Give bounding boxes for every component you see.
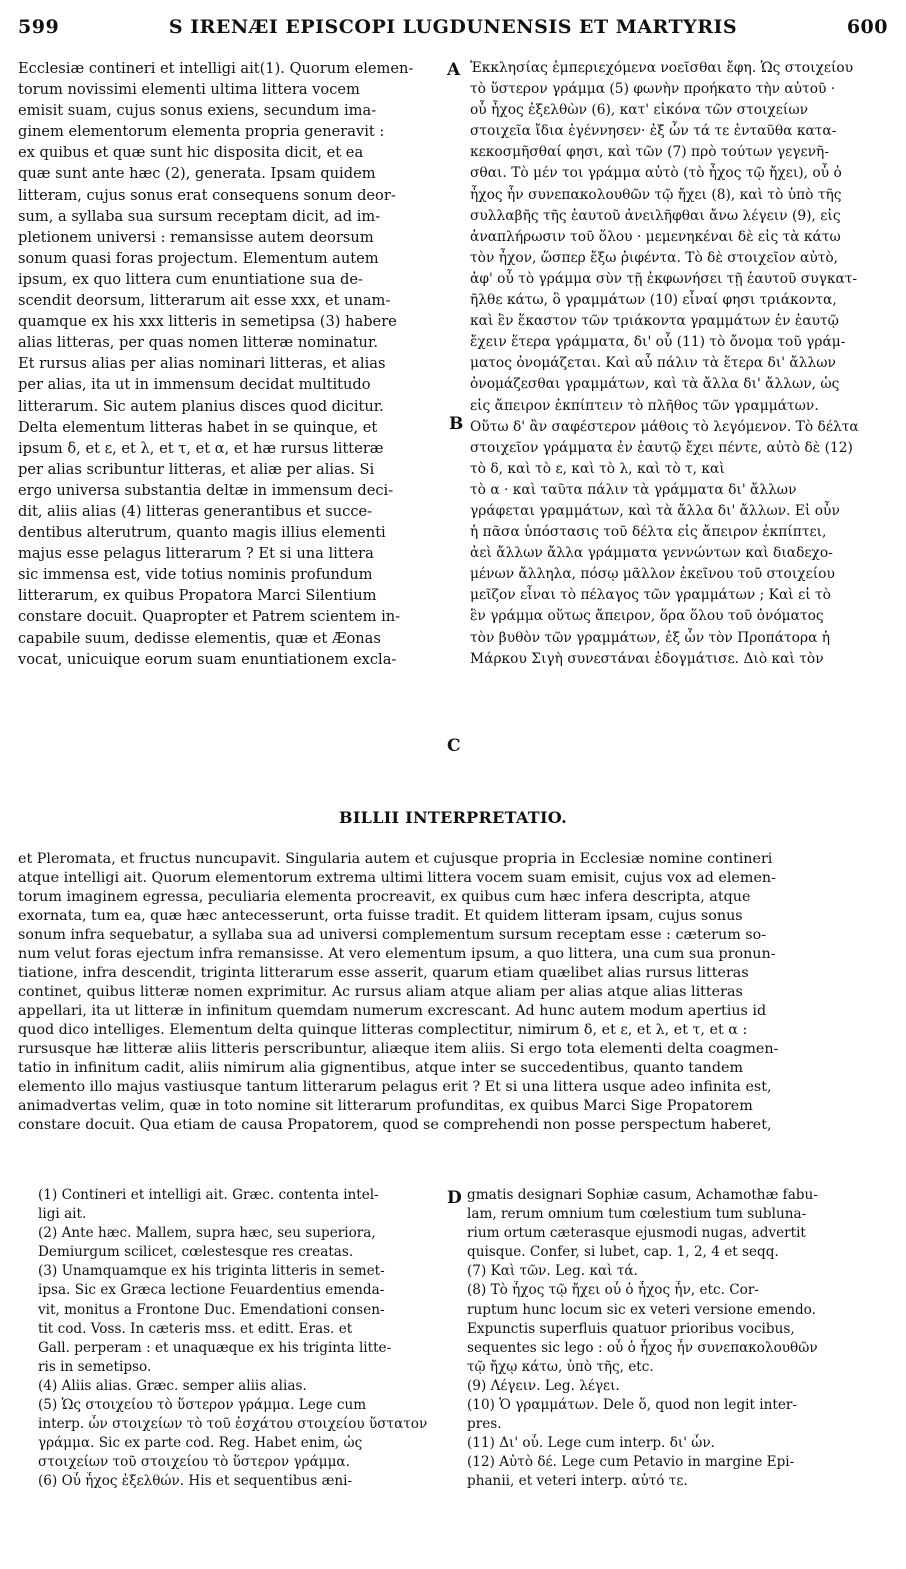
footnote-line: Gall. perperam : et unaquæque ex his triginta litte-	[38, 1339, 392, 1356]
footnote-line: ruptum hunc locum sic ex veteri versione emendo.	[467, 1301, 816, 1318]
footnotes-left	[38, 1186, 443, 1492]
greek-line: οὗ ἦχος ἐξελθὼν (6), κατ' εἰκόνα τῶν στοιχείων	[470, 102, 808, 119]
latin-line: per alias, ita ut in immensum decidat multitudo	[18, 376, 371, 394]
latin-line: pletionem universi : remansisse autem deorsum	[18, 228, 374, 246]
interpretatio-text	[18, 850, 888, 1135]
greek-text-column	[470, 58, 888, 670]
footnote-line: quisque. Confer, si lubet, cap. 1, 2, 4 et seqq.	[467, 1244, 779, 1261]
interpretatio-line: tatio in infinitum cadit, aliis nimirum alia gignentibus, atque inter se succedentibus, quanto tandem	[18, 1060, 743, 1076]
footnote-line: tit cod. Voss. In cæteris mss. et editt. Eras. et	[38, 1320, 353, 1337]
latin-line: sic immensa est, vide totius nominis profundum	[18, 566, 373, 584]
greek-line: ῆλθε κάτω, ὃ γραμμάτων (10) εἶναί φησι τριάκοντα,	[470, 292, 837, 309]
interpretatio-heading: BILLII INTERPRETATIO.	[339, 808, 567, 827]
latin-line: Ecclesiæ contineri et intelligi ait(1). Quorum elemen-	[18, 60, 414, 77]
greek-line: γράφεται γραμμάτων, καὶ τὰ ἄλλα δι' ἄλλων. Εἰ οὖν	[470, 502, 840, 519]
footnote-line: vit, monitus a Frontone Duc. Emendationi consen-	[38, 1301, 385, 1318]
interpretatio-line: atque intelligi ait. Quorum elementorum extrema ultimi littera vocem suam emisit, cujus vox ad elemen-	[18, 870, 776, 886]
greek-line: τὸν βυθὸν τῶν γραμμάτων, ἐξ ὧν τὸν Προπάτορα ἡ	[470, 629, 831, 646]
footnote-line: (3) Unamquamque ex his triginta litteris in semet-	[38, 1263, 385, 1280]
latin-line: majus esse pelagus litterarum ? Et si una littera	[18, 545, 374, 563]
footnote-line: (7) Καὶ τῶν. Leg. καὶ τά.	[467, 1263, 638, 1280]
footnote-line: gmatis designari Sophiæ casum, Achamothæ fabu-	[467, 1187, 818, 1203]
latin-line: sum, a syllaba sua sursum receptam dicit, ad im-	[18, 207, 381, 225]
latin-line: dentibus alterutrum, quanto magis illius elementi	[18, 524, 386, 542]
greek-line: ματος ὀνομάζεται. Καὶ αὖ πάλιν τὰ ἕτερα δι' ἄλλων	[470, 355, 836, 372]
interpretatio-line: tiatione, infra descendit, triginta litterarum esse asserit, quarum etiam quælibet alias rursus litteras	[18, 965, 749, 981]
footnote-line: (5) Ὡς στοιχείου τὸ ὕστερον γράμμα. Lege cum	[38, 1397, 367, 1414]
latin-line: sonum quasi foras projectum. Elementum autem	[18, 249, 379, 267]
section-marker-b: B	[449, 414, 464, 434]
latin-line: ipsum, ex quo littera cum enuntiatione sua de-	[18, 270, 363, 288]
footnote-line: (6) Οὗ ἦχος ἐξελθών. His et sequentibus æni-	[38, 1473, 353, 1490]
section-marker-d: D	[447, 1188, 462, 1208]
latin-line: Et rursus alias per alias nominari litteras, et alias	[18, 355, 386, 373]
latin-line: Delta elementum litteras habet in se quinque, et	[18, 418, 378, 436]
footnote-line: γράμμα. Sic ex parte cod. Reg. Habet enim, ὡς	[38, 1435, 363, 1452]
greek-line: ἓν γράμμα οὕτως ἄπειρον, ὅρα ὅλου τοῦ ὀνόματος	[470, 608, 824, 625]
page-number-right: 600	[846, 16, 888, 38]
latin-line: ipsum δ, et ε, et λ, et τ, et α, et hæ rursus litteræ	[18, 439, 384, 457]
footnote-line: lam, rerum omnium tum cœlestium tum subluna-	[467, 1206, 807, 1223]
interpretatio-line: continet, quibus litteræ nomen exprimitur. Ac rursus aliam atque aliam per alias atque alias litteras	[18, 984, 743, 1000]
greek-line: τὸν ἦχον, ὥσπερ ἔξω ῥιφέντα. Τὸ δὲ στοιχεῖον αὐτὸ,	[470, 249, 839, 266]
footnote-line: pres.	[467, 1416, 502, 1433]
latin-line: ginem elementorum elementa propria generavit :	[18, 123, 385, 141]
latin-text-column	[18, 58, 438, 670]
greek-line: μένων ἄλληλα, πόσῳ μᾶλλον ἐκεῖνου τοῦ στοιχείου	[470, 566, 835, 583]
latin-line: quæ sunt ante hæc (2), generata. Ipsam quidem	[18, 165, 376, 183]
latin-line: dit, aliis alias (4) litteras generantibus et succe-	[18, 502, 373, 520]
footnote-line: Expunctis superfluis quatuor prioribus vocibus,	[467, 1320, 795, 1337]
latin-line: ex quibus et quæ sunt hic disposita dicit, et ea	[18, 144, 364, 162]
greek-line: ἀναπλήρωσιν τοῦ ὅλου · μεμενηκέναι δὲ εἰς τὰ κάτω	[470, 228, 841, 245]
greek-line: σθαι. Τὸ μέν τοι γράμμα αὐτὸ (τὸ ἦχος τῷ ἤχει), οὗ ὁ	[470, 165, 842, 182]
footnote-line: sequentes sic lego : οὗ ὁ ἦχος ἦν συνεπακολουθῶν	[467, 1339, 818, 1356]
footnote-line: ris in semetipso.	[38, 1358, 152, 1375]
greek-line: ὀνομάζεσθαι γραμμάτων, καὶ τὰ ἄλλα δι' ἄλλων, ὡς	[470, 376, 840, 393]
greek-line: μεῖζον εἶναι τὸ πέλαγος τῶν γραμμάτων ; Καὶ εἰ τὸ	[470, 587, 831, 604]
greek-line: κεκοσμῆσθαί φησι, καὶ τῶν (7) πρὸ τούτων γεγενῆ-	[470, 144, 829, 161]
footnote-line: (1) Contineri et intelligi ait. Græc. contenta intel-	[38, 1187, 379, 1203]
footnote-line: (2) Ante hæc. Mallem, supra hæc, seu superiora,	[38, 1225, 376, 1242]
greek-line: ἀφ' οὗ τὸ γράμμα σὺν τῇ ἐκφωνήσει τῇ ἑαυτοῦ συγκατ-	[470, 270, 858, 287]
footnote-line: (9) Λέγειν. Leg. λέγει.	[467, 1377, 620, 1394]
interpretatio-line: elemento illo majus vastiusque tantum litterarum pelagus erit ? Et si una littera usque adeo infinita est,	[18, 1079, 772, 1095]
page-number-left: 599	[18, 16, 60, 38]
footnote-line: phanii, et veteri interp. αὐτό τε.	[467, 1473, 688, 1490]
greek-line: Οὕτω δ' ἂν σαφέστερον μάθοις τὸ λεγόμενον. Τὸ δέλτα	[470, 418, 859, 435]
footnote-line: (12) Αὐτὸ δέ. Lege cum Petavio in margine Epi-	[467, 1454, 795, 1471]
footnote-line: (8) Τὸ ἦχος τῷ ἤχει οὗ ὁ ἦχος ἦν, etc. Cor-	[467, 1282, 759, 1299]
footnote-line: ligi ait.	[38, 1206, 87, 1223]
greek-line: τὸ α · καὶ ταῦτα πάλιν τὰ γράμματα δι' ἄλλων	[470, 481, 797, 498]
latin-line: alias litteras, per quas nomen litteræ nominatur.	[18, 334, 378, 352]
latin-line: litterarum, ex quibus Propatora Marci Silentium	[18, 587, 377, 605]
running-header	[18, 10, 888, 42]
footnote-line: (11) Δι' οὗ. Lege cum interp. δι' ὧν.	[467, 1435, 715, 1452]
footnote-line: (10) Ὁ γραμμάτων. Dele ὅ, quod non legit inter-	[467, 1397, 797, 1414]
latin-line: emisit suam, cujus sonus exiens, secundum ima-	[18, 102, 377, 120]
greek-line: ἔχειν ἕτερα γράμματα, δι' οὗ (11) τὸ ὄνομα τοῦ γράμ-	[470, 334, 846, 351]
interpretatio-line: appellari, ita ut litteræ in infinitum quemdam numerum excrescant. Ad hunc autem modum apertius id	[18, 1003, 767, 1019]
footnote-line: (4) Aliis alias. Græc. semper aliis alias.	[38, 1377, 307, 1394]
greek-line: συλλαβῆς τῆς ἑαυτοῦ ἀνειλῆφθαι ἄνω λέγειν (9), εἰς	[470, 207, 841, 224]
footnote-line: ipsa. Sic ex Græca lectione Feuardentius emenda-	[38, 1282, 385, 1299]
running-title: S IRENÆI EPISCOPI LUGDUNENSIS ET MARTYRIS	[168, 16, 738, 38]
latin-line: scendit deorsum, litterarum ait esse xxx, et unam-	[18, 292, 391, 310]
latin-line: per alias scribuntur litteras, et aliæ per alias. Si	[18, 460, 375, 478]
interpretatio-line: rursusque hæ litteræ aliis litteris perscribuntur, aliæque item aliis. Si ergo tota elementi delta coagmen-	[18, 1041, 779, 1057]
interpretatio-line: animadvertas velim, quæ in toto nomine sit litterarum profunditas, ex quibus Marci Sige Propatorem	[18, 1098, 753, 1114]
interpretatio-line: et Pleromata, et fructus nuncupavit. Singularia autem et cujusque propria in Ecclesiæ nomine contineri	[18, 851, 773, 867]
latin-line: litterarum. Sic autem planius disces quod dicitur.	[18, 397, 384, 415]
interpretatio-line: torum imaginem egressa, peculiaria elementa procreavit, ex quibus cum hæc infera descripta, atque	[18, 889, 751, 905]
greek-line: στοιχεῖα ἴδια ἐγέννησεν· ἐξ ὧν τά τε ἐνταῦθα κατα-	[470, 123, 837, 140]
latin-line: vocat, unicuique eorum suam enuntiationem excla-	[18, 650, 397, 668]
footnote-line: στοιχείων τοῦ στοιχείου τὸ ὕστερον γράμμα.	[38, 1454, 350, 1471]
latin-line: torum novissimi elementi ultima littera vocem	[18, 81, 360, 99]
footnote-line: rium ortum cæterasque ejusmodi nugas, advertit	[467, 1225, 806, 1242]
greek-line: εἰς ἄπειρον ἐκπίπτειν τὸ πλῆθος τῶν γραμμάτων.	[470, 397, 819, 414]
latin-line: constare docuit. Quapropter et Patrem scientem in-	[18, 608, 401, 626]
latin-line: quamque ex his xxx litteris in semetipsa (3) habere	[18, 313, 397, 331]
footnote-line: interp. ὧν στοιχείων τὸ τοῦ ἐσχάτου στοιχείου ὕστατον	[38, 1416, 428, 1433]
footnote-line: τῷ ἤχῳ κάτω, ὑπὸ τῆς, etc.	[467, 1358, 654, 1375]
greek-line: ἀεὶ ἄλλων ἄλλα γράμματα γεννώντων καὶ διαδεχο-	[470, 545, 833, 562]
latin-line: ergo universa substantia deltæ in immensum deci-	[18, 481, 394, 499]
interpretatio-line: quod dico intelliges. Elementum delta quinque litteras complectitur, nimirum δ, et ε, et λ, et τ, et α :	[18, 1022, 748, 1038]
footnote-line: Demiurgum scilicet, cœlestesque res creatas.	[38, 1244, 354, 1261]
greek-line: στοιχεῖον γράμματα ἐν ἑαυτῷ ἔχει πέντε, αὐτὸ δὲ (12)	[470, 439, 853, 456]
greek-line: τὸ ὕστερον γράμμα (5) φωνὴν προήκατο τὴν αὐτοῦ ·	[470, 81, 836, 98]
greek-line: καὶ ἓν ἕκαστον τῶν τριάκοντα γραμμάτων ἐν ἑαυτῷ	[470, 313, 839, 330]
greek-line: ἦχος ἦν συνεπακολουθῶν τῷ ἤχει (8), καὶ τὸ ὑπὸ τῆς	[470, 186, 842, 203]
section-marker-c: C	[447, 736, 461, 756]
interpretatio-line: num velut foras ejectum infra remansisse. At vero elementum ipsum, a quo littera, una cum sua pronun-	[18, 946, 776, 962]
interpretatio-line: exornata, tum ea, quæ hæc antecesserunt, orta fuisse tradit. Et quidem litteram ipsam, cujus sonus	[18, 908, 743, 924]
latin-line: capabile suum, dedisse elementis, quæ et Æonas	[18, 629, 381, 647]
greek-line: ἡ πᾶσα ὑπόστασις τοῦ δέλτα εἰς ἄπειρον ἐκπίπτει,	[470, 524, 827, 541]
greek-line: Ἐκκλησίας ἐμπεριεχόμενα νοεῖσθαι ἔφη. Ὡς στοιχείου	[470, 60, 854, 76]
greek-line: τὸ δ, καὶ τὸ ε, καὶ τὸ λ, καὶ τὸ τ, καὶ	[470, 460, 725, 477]
section-marker-a: A	[447, 60, 461, 80]
footnotes-right	[467, 1186, 889, 1492]
interpretatio-line: sonum infra sequebatur, a syllaba sua ad universi complementum sursum receptam esse : cæterum so-	[18, 927, 767, 943]
interpretatio-line: constare docuit. Qua etiam de causa Propatorem, quod se comprehendi non posse perspectum haberet,	[18, 1117, 772, 1133]
latin-line: litteram, cujus sonus erat consequens sonum deor-	[18, 186, 396, 204]
greek-line: Μάρκου Σιγὴ συνεστάναι ἐδογμάτισε. Διὸ καὶ τὸν	[470, 650, 824, 667]
